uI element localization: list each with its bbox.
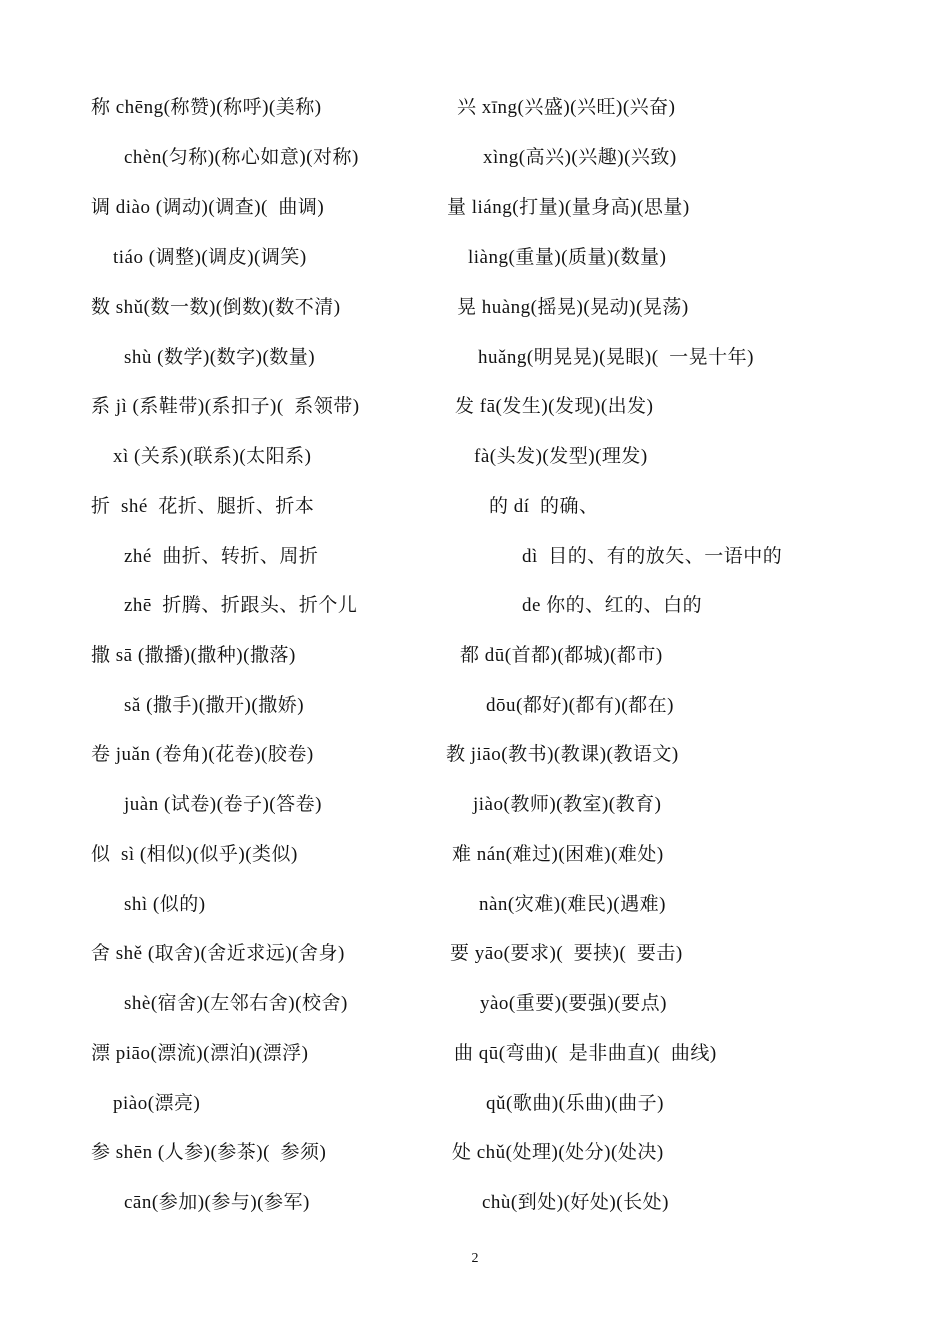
right-line-18: 要 yāo(要求)( 要挟)( 要击): [450, 943, 683, 964]
left-line-20: 漂 piāo(漂流)(漂泊)(漂浮): [91, 1043, 309, 1064]
left-line-2: chèn(匀称)(称心如意)(对称): [124, 147, 359, 168]
right-line-11: de 你的、红的、白的: [522, 595, 703, 616]
left-line-18: 舍 shě (取舍)(舍近求远)(舍身): [91, 943, 345, 964]
right-line-7: 发 fā(发生)(发现)(出发): [455, 396, 654, 417]
right-line-17: nàn(灾难)(难民)(遇难): [479, 894, 666, 915]
left-line-15: juàn (试卷)(卷子)(答卷): [124, 794, 322, 815]
right-line-1: 兴 xīng(兴盛)(兴旺)(兴奋): [457, 97, 676, 118]
left-line-16: 似 sì (相似)(似乎)(类似): [91, 844, 298, 865]
right-line-15: jiào(教师)(教室)(教育): [473, 794, 662, 815]
right-line-9: 的 dí 的确、: [489, 496, 599, 517]
left-line-1: 称 chēng(称赞)(称呼)(美称): [91, 97, 322, 118]
right-line-14: 教 jiāo(教书)(教课)(教语文): [446, 744, 679, 765]
left-line-19: shè(宿舍)(左邻右舍)(校舍): [124, 993, 348, 1014]
page-number: 2: [471, 1251, 479, 1266]
right-line-23: chù(到处)(好处)(长处): [482, 1192, 669, 1213]
left-line-14: 卷 juǎn (卷角)(花卷)(胶卷): [91, 744, 314, 765]
right-line-4: liàng(重量)(质量)(数量): [468, 247, 667, 268]
left-line-4: tiáo (调整)(调皮)(调笑): [113, 247, 307, 268]
right-line-16: 难 nán(难过)(困难)(难处): [452, 844, 664, 865]
left-line-8: xì (关系)(联系)(太阳系): [113, 446, 312, 467]
left-line-6: shù (数学)(数字)(数量): [124, 347, 316, 368]
left-line-7: 系 jì (系鞋带)(系扣子)( 系领带): [91, 396, 360, 417]
right-line-3: 量 liáng(打量)(量身高)(思量): [447, 197, 690, 218]
left-line-22: 参 shēn (人参)(参茶)( 参须): [91, 1142, 327, 1163]
left-line-9: 折 shé 花折、腿折、折本: [91, 496, 315, 517]
left-line-21: piào(漂亮): [113, 1093, 201, 1114]
left-line-10: zhé 曲折、转折、周折: [124, 546, 319, 567]
right-line-12: 都 dū(首都)(都城)(都市): [460, 645, 663, 666]
left-line-17: shì (似的): [124, 894, 206, 915]
right-line-19: yào(重要)(要强)(要点): [480, 993, 667, 1014]
right-line-13: dōu(都好)(都有)(都在): [486, 695, 674, 716]
right-line-22: 处 chǔ(处理)(处分)(处决): [452, 1142, 664, 1163]
right-line-10: dì 目的、有的放矢、一语中的: [522, 546, 783, 567]
left-line-3: 调 diào (调动)(调查)( 曲调): [91, 197, 325, 218]
right-line-5: 晃 huàng(摇晃)(晃动)(晃荡): [457, 297, 689, 318]
left-line-11: zhē 折腾、折跟头、折个儿: [124, 595, 358, 616]
right-line-21: qǔ(歌曲)(乐曲)(曲子): [486, 1093, 664, 1114]
left-line-12: 撒 sā (撒播)(撒种)(撒落): [91, 645, 296, 666]
left-line-13: sǎ (撒手)(撒开)(撒娇): [124, 695, 305, 716]
right-line-6: huǎng(明晃晃)(晃眼)( 一晃十年): [478, 347, 754, 368]
right-line-2: xìng(高兴)(兴趣)(兴致): [483, 147, 677, 168]
left-line-5: 数 shǔ(数一数)(倒数)(数不清): [91, 297, 341, 318]
right-line-20: 曲 qū(弯曲)( 是非曲直)( 曲线): [454, 1043, 717, 1064]
left-line-23: cān(参加)(参与)(参军): [124, 1192, 310, 1213]
right-line-8: fà(头发)(发型)(理发): [474, 446, 648, 467]
